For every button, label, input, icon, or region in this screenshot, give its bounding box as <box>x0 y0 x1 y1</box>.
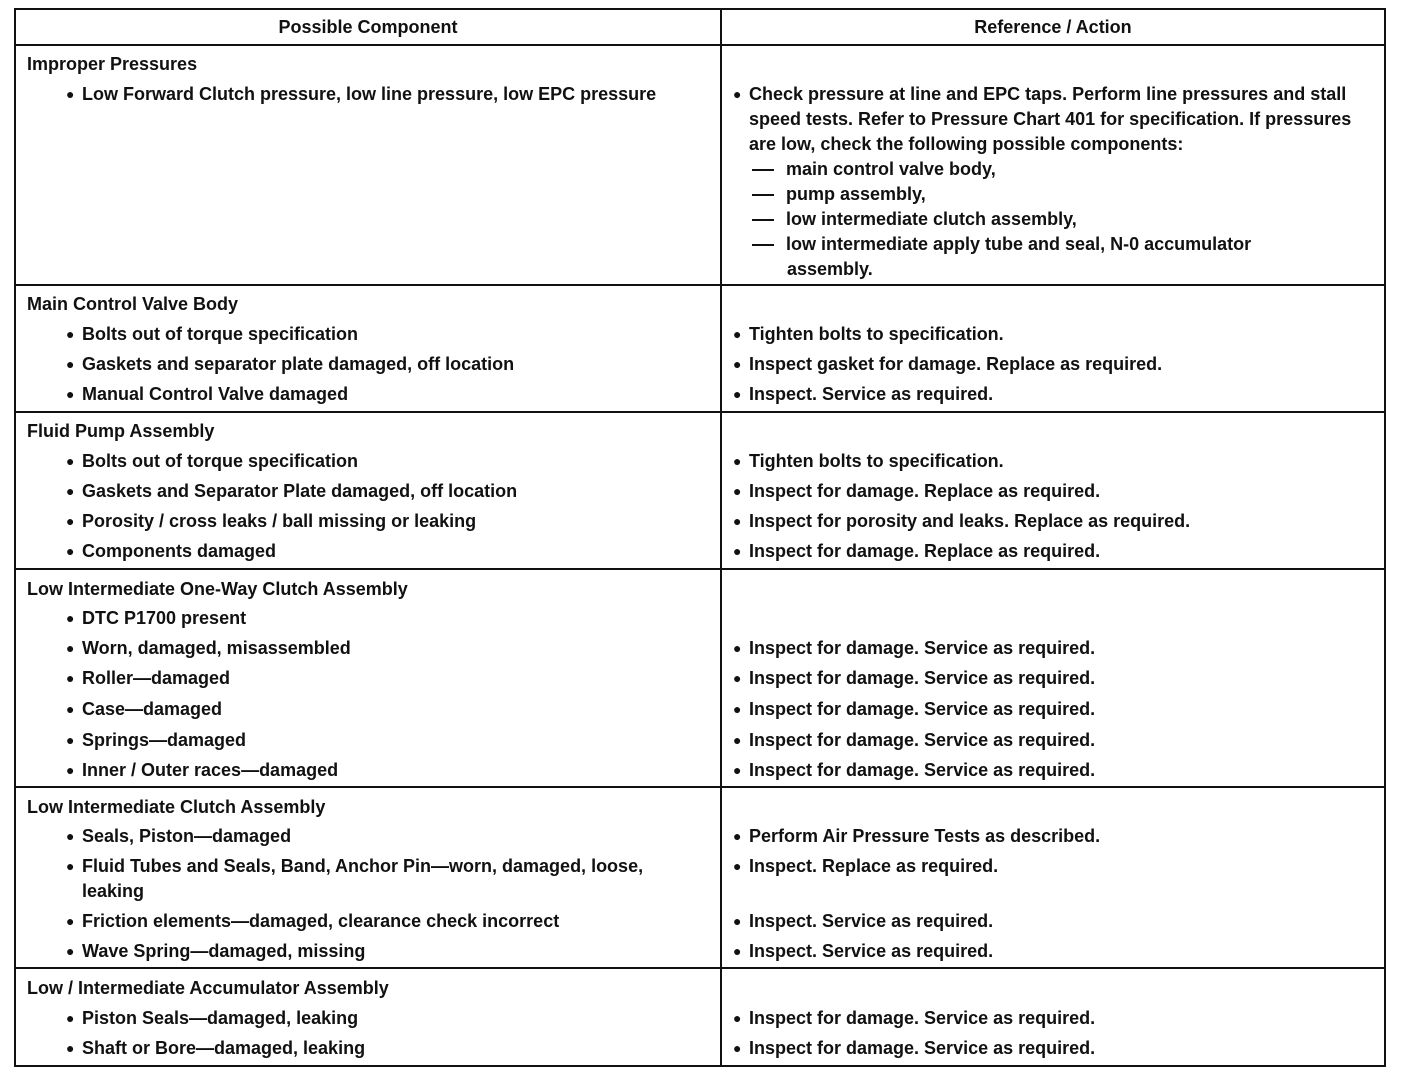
bullet-icon: ● <box>733 513 742 529</box>
action-item: ● Inspect for damage. Service as required. <box>733 697 1378 722</box>
action-subitem: main control valve body, <box>752 157 996 182</box>
bullet-icon: ● <box>66 913 75 929</box>
bullet-icon: ● <box>66 640 75 656</box>
bullet-icon: ● <box>66 513 75 529</box>
column-divider <box>720 8 722 1067</box>
action-item: ● Inspect for damage. Replace as required. <box>733 479 1378 504</box>
bullet-icon: ● <box>733 543 742 559</box>
bullet-icon: ● <box>733 1010 742 1026</box>
action-item: ● Inspect for damage. Service as required. <box>733 1036 1378 1061</box>
component-item: ● Wave Spring—damaged, missing <box>66 939 706 964</box>
bullet-icon: ● <box>733 386 742 402</box>
section-title: Low Intermediate Clutch Assembly <box>27 797 326 817</box>
bullet-icon: ● <box>66 453 75 469</box>
row-divider <box>14 568 1386 570</box>
component-item: ● Friction elements—damaged, clearance check incorrect <box>66 909 706 934</box>
action-item: ● Inspect for porosity and leaks. Replace as required. <box>733 509 1378 534</box>
bullet-icon: ● <box>733 453 742 469</box>
header-divider <box>14 44 1386 46</box>
component-item: ● Bolts out of torque specification <box>66 449 706 474</box>
bullet-icon: ● <box>66 701 75 717</box>
bullet-icon: ● <box>733 828 742 844</box>
bullet-icon: ● <box>66 828 75 844</box>
bullet-icon: ● <box>733 913 742 929</box>
action-item: ● Inspect for damage. Service as required. <box>733 728 1378 753</box>
component-item: ● Shaft or Bore—damaged, leaking <box>66 1036 706 1061</box>
column-header-component: Possible Component <box>278 17 458 37</box>
action-item: ● Inspect. Service as required. <box>733 382 1378 407</box>
bullet-icon: ● <box>733 858 742 874</box>
action-subitem: low intermediate apply tube and seal, N-0 accumulator <box>752 232 1251 257</box>
component-item: ● Seals, Piston—damaged <box>66 824 706 849</box>
bullet-icon: ● <box>733 732 742 748</box>
action-subitem-continuation: assembly. <box>787 259 873 279</box>
action-item: ● Tighten bolts to specification. <box>733 449 1378 474</box>
component-item: ● Gaskets and Separator Plate damaged, off location <box>66 479 706 504</box>
component-item: ● Porosity / cross leaks / ball missing or leaking <box>66 509 706 534</box>
component-item: ● DTC P1700 present <box>66 606 706 631</box>
component-item: ● Manual Control Valve damaged <box>66 382 706 407</box>
bullet-icon: ● <box>733 943 742 959</box>
component-item: ● Piston Seals—damaged, leaking <box>66 1006 706 1031</box>
action-item: ● Inspect for damage. Service as required. <box>733 636 1378 661</box>
action-item: ● Inspect gasket for damage. Replace as required. <box>733 352 1378 377</box>
component-item: ● Components damaged <box>66 539 706 564</box>
action-item: ● Inspect. Service as required. <box>733 939 1378 964</box>
bullet-icon: ● <box>66 1040 75 1056</box>
bullet-icon: ● <box>733 326 742 342</box>
component-item: ● Case—damaged <box>66 697 706 722</box>
action-item: ● Inspect for damage. Replace as required. <box>733 539 1378 564</box>
component-item: ● Fluid Tubes and Seals, Band, Anchor Pin—worn, damaged, loose, leaking <box>66 856 644 901</box>
row-divider <box>14 411 1386 413</box>
component-item: ● Roller—damaged <box>66 666 706 691</box>
bullet-icon: ● <box>66 1010 75 1026</box>
component-item: ● Gaskets and separator plate damaged, off location <box>66 352 706 377</box>
bullet-icon: ● <box>66 858 75 874</box>
component-item: ● Low Forward Clutch pressure, low line pressure, low EPC pressure <box>66 82 706 107</box>
bullet-icon: ● <box>66 326 75 342</box>
bullet-icon: ● <box>66 543 75 559</box>
dash-icon <box>752 194 774 196</box>
section-title: Improper Pressures <box>27 54 198 74</box>
row-divider <box>14 967 1386 969</box>
component-item: ● Worn, damaged, misassembled <box>66 636 706 661</box>
action-item: ● Inspect. Replace as required. <box>733 854 1378 879</box>
section-title: Low Intermediate One-Way Clutch Assembly <box>27 579 408 599</box>
component-item: ● Springs—damaged <box>66 728 706 753</box>
bullet-icon: ● <box>66 670 75 686</box>
bullet-icon: ● <box>66 386 75 402</box>
action-subitem: pump assembly, <box>752 182 926 207</box>
row-divider <box>14 284 1386 286</box>
bullet-icon: ● <box>66 483 75 499</box>
action-item: ● Perform Air Pressure Tests as described. <box>733 824 1378 849</box>
section-title: Fluid Pump Assembly <box>27 421 215 441</box>
bullet-icon: ● <box>66 943 75 959</box>
bullet-icon: ● <box>733 640 742 656</box>
dash-icon <box>752 244 774 246</box>
bullet-icon: ● <box>66 86 75 102</box>
bullet-icon: ● <box>733 483 742 499</box>
bullet-icon: ● <box>66 356 75 372</box>
action-item: ● Check pressure at line and EPC taps. Perform line pressures and stall speed tests. Refer to Pressure Chart 401 for specification. If pressures are low, check the following possible components: <box>733 84 1352 154</box>
action-item: ● Inspect for damage. Service as required. <box>733 666 1378 691</box>
bullet-icon: ● <box>66 762 75 778</box>
bullet-icon: ● <box>733 356 742 372</box>
bullet-icon: ● <box>733 670 742 686</box>
bullet-icon: ● <box>66 732 75 748</box>
dash-icon <box>752 219 774 221</box>
action-item: ● Tighten bolts to specification. <box>733 322 1378 347</box>
action-subitem: low intermediate clutch assembly, <box>752 207 1077 232</box>
component-item: ● Bolts out of torque specification <box>66 322 706 347</box>
bullet-icon: ● <box>66 610 75 626</box>
action-item: ● Inspect for damage. Service as required. <box>733 758 1378 783</box>
action-item: ● Inspect for damage. Service as required. <box>733 1006 1378 1031</box>
section-title: Main Control Valve Body <box>27 294 239 314</box>
bullet-icon: ● <box>733 701 742 717</box>
section-title: Low / Intermediate Accumulator Assembly <box>27 978 389 998</box>
bullet-icon: ● <box>733 86 742 102</box>
dash-icon <box>752 169 774 171</box>
bullet-icon: ● <box>733 1040 742 1056</box>
action-item: ● Inspect. Service as required. <box>733 909 1378 934</box>
bullet-icon: ● <box>733 762 742 778</box>
component-item: ● Inner / Outer races—damaged <box>66 758 706 783</box>
row-divider <box>14 786 1386 788</box>
column-header-action: Reference / Action <box>974 17 1132 37</box>
